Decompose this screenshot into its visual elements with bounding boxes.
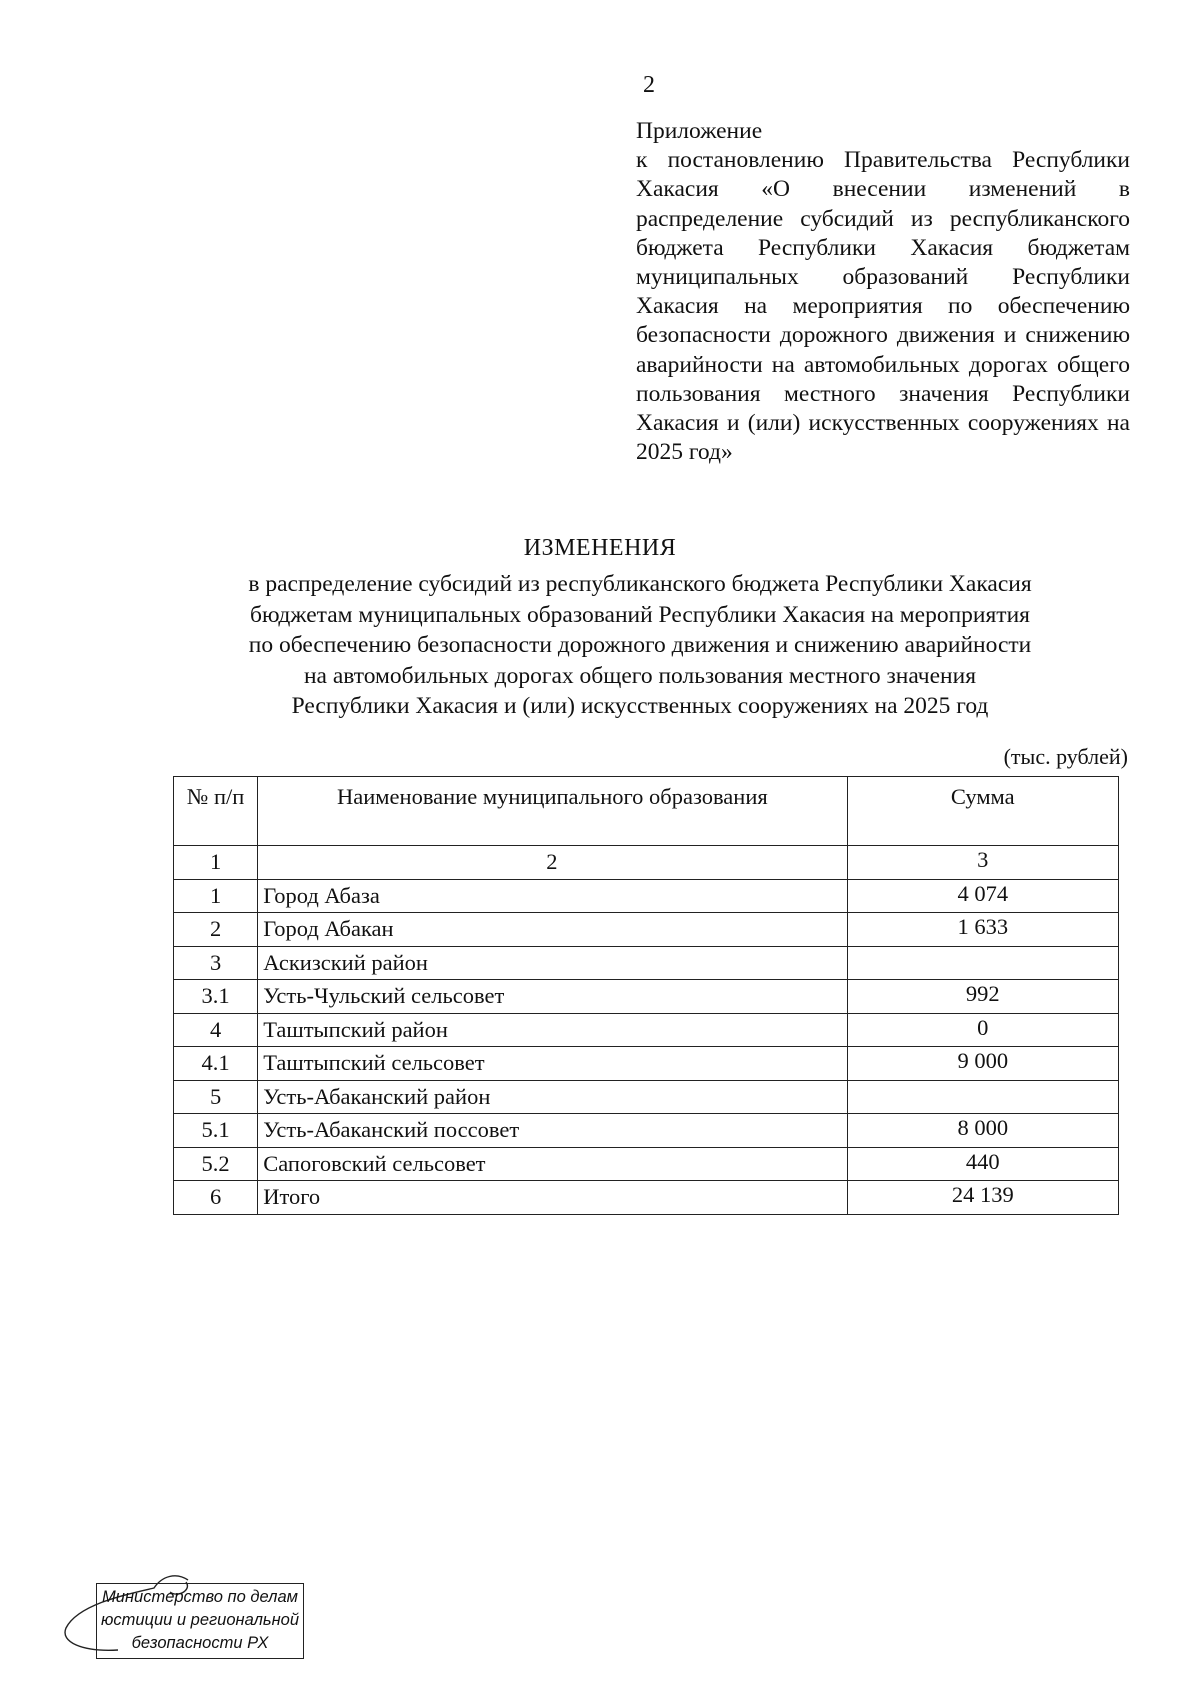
stamp-line: безопасности РХ: [131, 1634, 269, 1652]
table-row: [174, 913, 1119, 947]
row-name: Город Абаза: [258, 879, 847, 913]
document-title: ИЗМЕНЕНИЯ: [523, 535, 677, 561]
row-name: Итого: [258, 1181, 847, 1215]
row-sum: 4 074: [847, 879, 1118, 913]
table-row: [174, 946, 1119, 980]
table-row: [174, 1013, 1119, 1047]
subtitle-line: бюджетам муниципальных образований Республики Хакасия на мероприятия: [250, 601, 1030, 628]
subsidy-table: [173, 776, 1119, 1215]
row-name: Таштыпский сельсовет: [258, 1047, 847, 1081]
row-name: Город Абакан: [258, 913, 847, 947]
table-row: [174, 1114, 1119, 1148]
column-number: 3: [847, 846, 1118, 880]
table-row: [174, 1147, 1119, 1181]
row-name: Сапоговский сельсовет: [258, 1147, 847, 1181]
row-number: 6: [174, 1181, 258, 1215]
row-number: 4: [174, 1013, 258, 1047]
row-sum: 1 633: [847, 913, 1118, 947]
row-number: 5: [174, 1080, 258, 1114]
row-sum: 992: [847, 980, 1118, 1014]
row-sum: 24 139: [847, 1181, 1118, 1215]
table-row: [174, 1047, 1119, 1081]
row-name: Усть-Абаканский район: [258, 1080, 847, 1114]
row-sum: [847, 946, 1118, 980]
row-number: 3: [174, 946, 258, 980]
table-row-total: [174, 1181, 1119, 1215]
page-number: 2: [643, 72, 655, 98]
row-number: 5.1: [174, 1114, 258, 1148]
row-sum: 0: [847, 1013, 1118, 1047]
row-sum: 440: [847, 1147, 1118, 1181]
header-name: Наименование муниципального образования: [258, 777, 847, 846]
row-number: 3.1: [174, 980, 258, 1014]
row-number: 4.1: [174, 1047, 258, 1081]
column-number: 2: [258, 846, 847, 880]
row-number: 5.2: [174, 1147, 258, 1181]
row-number: 1: [174, 879, 258, 913]
ministry-stamp: [96, 1583, 304, 1659]
row-sum: [847, 1080, 1118, 1114]
row-sum: 9 000: [847, 1047, 1118, 1081]
subtitle-line: в распределение субсидий из республиканского бюджета Республики Хакасия: [248, 571, 1032, 597]
appendix-block: [636, 117, 1130, 467]
table-header-row: [174, 777, 1119, 846]
subtitle-line: по обеспечению безопасности дорожного движения и снижению аварийности: [248, 632, 1032, 658]
appendix-text: к постановлению Правительства Республики Хакасия «О внесении изменений в распределение субсидий из республиканского бюджета Республики Хакасия бюджетам муниципальных образований Республики Хакасия на мероприятия по обеспечению безопасности дорожного движения и снижению аварийности на автомобильных дорогах общего пользования местного значения Республики Хакасия и (или) искусственных сооружениях на 2025 год»: [636, 147, 1130, 466]
appendix-label: Приложение: [636, 118, 763, 144]
table-row: [174, 1080, 1119, 1114]
row-name: Таштыпский район: [258, 1013, 847, 1047]
column-number: 1: [174, 846, 258, 880]
row-number: 2: [174, 913, 258, 947]
header-number: № п/п: [174, 777, 258, 846]
row-name: Усть-Чульский сельсовет: [258, 980, 847, 1014]
row-name: Усть-Абаканский поссовет: [258, 1114, 847, 1148]
table-row: [174, 879, 1119, 913]
row-sum: 8 000: [847, 1114, 1118, 1148]
subtitle-line: на автомобильных дорогах общего пользования местного значения: [303, 662, 977, 689]
table-row: [174, 980, 1119, 1014]
column-number-row: [174, 846, 1119, 880]
row-name: Аскизский район: [258, 946, 847, 980]
stamp-line: Министерство по делам: [102, 1588, 298, 1606]
stamp-line: юстиции и региональной: [100, 1611, 300, 1629]
units-note: (тыс. рублей): [1003, 744, 1128, 769]
header-sum: Сумма: [847, 777, 1118, 846]
subtitle-line: Республики Хакасия и (или) искусственных сооружениях на 2025 год: [291, 693, 989, 719]
document-subtitle: [180, 569, 1100, 722]
